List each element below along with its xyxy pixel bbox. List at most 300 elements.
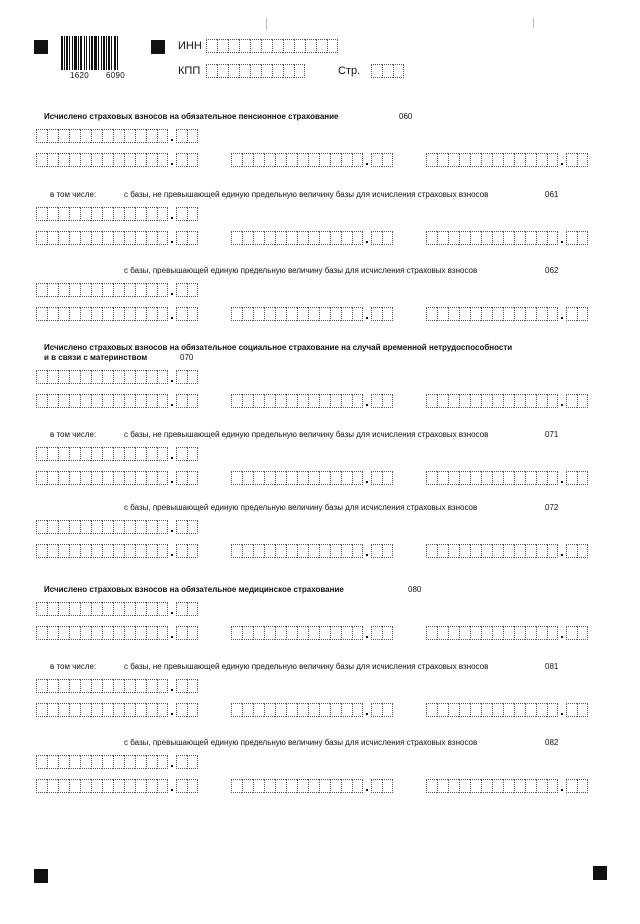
digit-cell[interactable] [566, 153, 577, 167]
digit-cell[interactable] [135, 153, 146, 167]
digit-cell[interactable] [102, 129, 113, 143]
digit-cell[interactable] [459, 626, 470, 640]
digit-cell[interactable] [187, 129, 198, 143]
digit-cell[interactable] [231, 307, 242, 321]
digit-cell[interactable] [393, 64, 404, 78]
digit-cell[interactable] [135, 471, 146, 485]
month-2-amount-field[interactable] [231, 231, 393, 245]
digit-cell[interactable] [264, 626, 275, 640]
digit-cell[interactable] [187, 207, 198, 221]
digit-cell[interactable] [91, 679, 102, 693]
digit-cell[interactable] [36, 394, 47, 408]
digit-cell[interactable] [286, 471, 297, 485]
digit-cell[interactable] [503, 544, 514, 558]
digit-cell[interactable] [448, 307, 459, 321]
digit-cell[interactable] [503, 307, 514, 321]
digit-cell[interactable] [157, 544, 168, 558]
digit-cell[interactable] [47, 520, 58, 534]
digit-cell[interactable] [275, 703, 286, 717]
total-amount-field[interactable] [36, 129, 198, 143]
digit-cell[interactable] [176, 307, 187, 321]
digit-cell[interactable] [536, 626, 547, 640]
digit-cell[interactable] [217, 64, 228, 78]
month-2-amount-field[interactable] [231, 394, 393, 408]
digit-cell[interactable] [58, 129, 69, 143]
digit-cell[interactable] [352, 626, 363, 640]
total-amount-field[interactable] [36, 755, 198, 769]
digit-cell[interactable] [308, 544, 319, 558]
digit-cell[interactable] [341, 626, 352, 640]
digit-cell[interactable] [371, 544, 382, 558]
digit-cell[interactable] [157, 207, 168, 221]
digit-cell[interactable] [146, 370, 157, 384]
digit-cell[interactable] [91, 544, 102, 558]
digit-cell[interactable] [547, 394, 558, 408]
digit-cell[interactable] [437, 394, 448, 408]
digit-cell[interactable] [113, 231, 124, 245]
digit-cell[interactable] [275, 626, 286, 640]
digit-cell[interactable] [566, 231, 577, 245]
digit-cell[interactable] [253, 231, 264, 245]
digit-cell[interactable] [113, 602, 124, 616]
digit-cell[interactable] [352, 307, 363, 321]
digit-cell[interactable] [187, 703, 198, 717]
digit-cell[interactable] [319, 779, 330, 793]
digit-cell[interactable] [297, 779, 308, 793]
digit-cell[interactable] [36, 370, 47, 384]
digit-cell[interactable] [239, 64, 250, 78]
digit-cell[interactable] [437, 153, 448, 167]
digit-cell[interactable] [47, 679, 58, 693]
digit-cell[interactable] [36, 153, 47, 167]
digit-cell[interactable] [239, 39, 250, 53]
digit-cell[interactable] [264, 779, 275, 793]
digit-cell[interactable] [113, 283, 124, 297]
total-amount-field[interactable] [36, 602, 198, 616]
digit-cell[interactable] [176, 231, 187, 245]
digit-cell[interactable] [426, 703, 437, 717]
digit-cell[interactable] [352, 231, 363, 245]
digit-cell[interactable] [319, 626, 330, 640]
digit-cell[interactable] [47, 283, 58, 297]
digit-cell[interactable] [525, 394, 536, 408]
digit-cell[interactable] [146, 231, 157, 245]
digit-cell[interactable] [470, 231, 481, 245]
month-2-amount-field[interactable] [231, 471, 393, 485]
digit-cell[interactable] [503, 231, 514, 245]
month-2-amount-field[interactable] [231, 307, 393, 321]
month-1-amount-field[interactable] [36, 544, 198, 558]
digit-cell[interactable] [80, 602, 91, 616]
digit-cell[interactable] [566, 394, 577, 408]
digit-cell[interactable] [157, 626, 168, 640]
digit-cell[interactable] [426, 307, 437, 321]
digit-cell[interactable] [319, 307, 330, 321]
digit-cell[interactable] [146, 207, 157, 221]
digit-cell[interactable] [470, 307, 481, 321]
digit-cell[interactable] [459, 153, 470, 167]
digit-cell[interactable] [47, 394, 58, 408]
digit-cell[interactable] [382, 626, 393, 640]
digit-cell[interactable] [272, 39, 283, 53]
digit-cell[interactable] [250, 64, 261, 78]
digit-cell[interactable] [525, 779, 536, 793]
digit-cell[interactable] [330, 394, 341, 408]
digit-cell[interactable] [566, 544, 577, 558]
digit-cell[interactable] [176, 283, 187, 297]
digit-cell[interactable] [330, 471, 341, 485]
digit-cell[interactable] [481, 231, 492, 245]
digit-cell[interactable] [308, 153, 319, 167]
digit-cell[interactable] [102, 394, 113, 408]
digit-cell[interactable] [448, 394, 459, 408]
digit-cell[interactable] [135, 679, 146, 693]
digit-cell[interactable] [536, 471, 547, 485]
digit-cell[interactable] [286, 231, 297, 245]
digit-cell[interactable] [437, 544, 448, 558]
digit-cell[interactable] [286, 544, 297, 558]
digit-cell[interactable] [492, 626, 503, 640]
digit-cell[interactable] [91, 307, 102, 321]
digit-cell[interactable] [102, 626, 113, 640]
digit-cell[interactable] [124, 307, 135, 321]
digit-cell[interactable] [492, 231, 503, 245]
digit-cell[interactable] [566, 626, 577, 640]
digit-cell[interactable] [547, 703, 558, 717]
digit-cell[interactable] [231, 231, 242, 245]
digit-cell[interactable] [341, 471, 352, 485]
digit-cell[interactable] [514, 307, 525, 321]
digit-cell[interactable] [437, 307, 448, 321]
digit-cell[interactable] [36, 207, 47, 221]
digit-cell[interactable] [566, 307, 577, 321]
digit-cell[interactable] [308, 626, 319, 640]
digit-cell[interactable] [481, 703, 492, 717]
digit-cell[interactable] [36, 544, 47, 558]
digit-cell[interactable] [275, 307, 286, 321]
digit-cell[interactable] [316, 39, 327, 53]
digit-cell[interactable] [187, 544, 198, 558]
month-2-amount-field[interactable] [231, 153, 393, 167]
digit-cell[interactable] [80, 207, 91, 221]
digit-cell[interactable] [47, 703, 58, 717]
digit-cell[interactable] [352, 544, 363, 558]
digit-cell[interactable] [371, 394, 382, 408]
digit-cell[interactable] [308, 703, 319, 717]
month-3-amount-field[interactable] [426, 544, 588, 558]
inn-field[interactable] [206, 39, 338, 53]
digit-cell[interactable] [146, 703, 157, 717]
digit-cell[interactable] [503, 703, 514, 717]
digit-cell[interactable] [146, 602, 157, 616]
digit-cell[interactable] [176, 602, 187, 616]
digit-cell[interactable] [206, 39, 217, 53]
digit-cell[interactable] [242, 703, 253, 717]
digit-cell[interactable] [231, 153, 242, 167]
digit-cell[interactable] [352, 703, 363, 717]
digit-cell[interactable] [102, 231, 113, 245]
digit-cell[interactable] [102, 679, 113, 693]
digit-cell[interactable] [58, 394, 69, 408]
digit-cell[interactable] [319, 394, 330, 408]
digit-cell[interactable] [525, 153, 536, 167]
digit-cell[interactable] [36, 447, 47, 461]
digit-cell[interactable] [231, 394, 242, 408]
digit-cell[interactable] [536, 779, 547, 793]
digit-cell[interactable] [577, 779, 588, 793]
digit-cell[interactable] [124, 602, 135, 616]
month-1-amount-field[interactable] [36, 779, 198, 793]
digit-cell[interactable] [80, 447, 91, 461]
digit-cell[interactable] [113, 129, 124, 143]
digit-cell[interactable] [481, 471, 492, 485]
digit-cell[interactable] [113, 679, 124, 693]
digit-cell[interactable] [352, 153, 363, 167]
digit-cell[interactable] [135, 703, 146, 717]
digit-cell[interactable] [382, 231, 393, 245]
digit-cell[interactable] [536, 307, 547, 321]
digit-cell[interactable] [448, 626, 459, 640]
digit-cell[interactable] [514, 703, 525, 717]
total-amount-field[interactable] [36, 447, 198, 461]
digit-cell[interactable] [319, 703, 330, 717]
digit-cell[interactable] [47, 471, 58, 485]
digit-cell[interactable] [124, 153, 135, 167]
digit-cell[interactable] [514, 626, 525, 640]
digit-cell[interactable] [91, 370, 102, 384]
digit-cell[interactable] [113, 447, 124, 461]
digit-cell[interactable] [157, 129, 168, 143]
digit-cell[interactable] [426, 626, 437, 640]
digit-cell[interactable] [470, 471, 481, 485]
digit-cell[interactable] [47, 447, 58, 461]
digit-cell[interactable] [371, 64, 382, 78]
digit-cell[interactable] [58, 231, 69, 245]
digit-cell[interactable] [124, 207, 135, 221]
digit-cell[interactable] [80, 129, 91, 143]
digit-cell[interactable] [577, 703, 588, 717]
digit-cell[interactable] [135, 370, 146, 384]
digit-cell[interactable] [69, 779, 80, 793]
digit-cell[interactable] [80, 544, 91, 558]
digit-cell[interactable] [514, 394, 525, 408]
digit-cell[interactable] [102, 703, 113, 717]
digit-cell[interactable] [157, 307, 168, 321]
digit-cell[interactable] [231, 471, 242, 485]
digit-cell[interactable] [242, 626, 253, 640]
digit-cell[interactable] [297, 703, 308, 717]
digit-cell[interactable] [514, 544, 525, 558]
digit-cell[interactable] [547, 779, 558, 793]
digit-cell[interactable] [187, 755, 198, 769]
digit-cell[interactable] [264, 153, 275, 167]
digit-cell[interactable] [135, 129, 146, 143]
digit-cell[interactable] [253, 307, 264, 321]
digit-cell[interactable] [146, 129, 157, 143]
digit-cell[interactable] [187, 520, 198, 534]
digit-cell[interactable] [69, 447, 80, 461]
digit-cell[interactable] [275, 394, 286, 408]
digit-cell[interactable] [187, 283, 198, 297]
digit-cell[interactable] [250, 39, 261, 53]
digit-cell[interactable] [113, 779, 124, 793]
digit-cell[interactable] [157, 520, 168, 534]
month-2-amount-field[interactable] [231, 544, 393, 558]
digit-cell[interactable] [80, 679, 91, 693]
digit-cell[interactable] [231, 544, 242, 558]
digit-cell[interactable] [146, 520, 157, 534]
digit-cell[interactable] [264, 544, 275, 558]
digit-cell[interactable] [124, 283, 135, 297]
digit-cell[interactable] [69, 679, 80, 693]
month-2-amount-field[interactable] [231, 626, 393, 640]
total-amount-field[interactable] [36, 283, 198, 297]
digit-cell[interactable] [470, 153, 481, 167]
digit-cell[interactable] [176, 626, 187, 640]
digit-cell[interactable] [47, 779, 58, 793]
digit-cell[interactable] [176, 394, 187, 408]
digit-cell[interactable] [341, 394, 352, 408]
digit-cell[interactable] [69, 755, 80, 769]
digit-cell[interactable] [503, 394, 514, 408]
digit-cell[interactable] [176, 755, 187, 769]
digit-cell[interactable] [231, 703, 242, 717]
digit-cell[interactable] [69, 602, 80, 616]
digit-cell[interactable] [330, 779, 341, 793]
digit-cell[interactable] [525, 307, 536, 321]
digit-cell[interactable] [536, 153, 547, 167]
digit-cell[interactable] [275, 231, 286, 245]
month-1-amount-field[interactable] [36, 307, 198, 321]
digit-cell[interactable] [187, 471, 198, 485]
digit-cell[interactable] [308, 394, 319, 408]
digit-cell[interactable] [382, 544, 393, 558]
digit-cell[interactable] [187, 370, 198, 384]
digit-cell[interactable] [371, 153, 382, 167]
digit-cell[interactable] [242, 307, 253, 321]
digit-cell[interactable] [371, 307, 382, 321]
digit-cell[interactable] [352, 394, 363, 408]
digit-cell[interactable] [297, 307, 308, 321]
digit-cell[interactable] [566, 779, 577, 793]
digit-cell[interactable] [36, 307, 47, 321]
digit-cell[interactable] [330, 544, 341, 558]
digit-cell[interactable] [286, 779, 297, 793]
digit-cell[interactable] [536, 703, 547, 717]
digit-cell[interactable] [286, 153, 297, 167]
total-amount-field[interactable] [36, 520, 198, 534]
digit-cell[interactable] [547, 153, 558, 167]
digit-cell[interactable] [448, 231, 459, 245]
digit-cell[interactable] [437, 703, 448, 717]
digit-cell[interactable] [36, 231, 47, 245]
digit-cell[interactable] [91, 207, 102, 221]
digit-cell[interactable] [371, 703, 382, 717]
digit-cell[interactable] [286, 394, 297, 408]
digit-cell[interactable] [426, 153, 437, 167]
digit-cell[interactable] [80, 755, 91, 769]
digit-cell[interactable] [341, 703, 352, 717]
digit-cell[interactable] [242, 779, 253, 793]
digit-cell[interactable] [157, 283, 168, 297]
month-3-amount-field[interactable] [426, 703, 588, 717]
digit-cell[interactable] [69, 370, 80, 384]
digit-cell[interactable] [47, 626, 58, 640]
digit-cell[interactable] [187, 779, 198, 793]
digit-cell[interactable] [231, 779, 242, 793]
digit-cell[interactable] [286, 626, 297, 640]
digit-cell[interactable] [58, 283, 69, 297]
digit-cell[interactable] [275, 779, 286, 793]
digit-cell[interactable] [448, 153, 459, 167]
month-1-amount-field[interactable] [36, 471, 198, 485]
digit-cell[interactable] [187, 231, 198, 245]
digit-cell[interactable] [102, 779, 113, 793]
digit-cell[interactable] [146, 307, 157, 321]
month-1-amount-field[interactable] [36, 703, 198, 717]
digit-cell[interactable] [113, 544, 124, 558]
digit-cell[interactable] [102, 471, 113, 485]
digit-cell[interactable] [459, 231, 470, 245]
digit-cell[interactable] [58, 471, 69, 485]
digit-cell[interactable] [187, 626, 198, 640]
digit-cell[interactable] [382, 394, 393, 408]
digit-cell[interactable] [341, 779, 352, 793]
digit-cell[interactable] [481, 153, 492, 167]
page-number-field[interactable] [371, 64, 404, 78]
digit-cell[interactable] [91, 602, 102, 616]
digit-cell[interactable] [135, 307, 146, 321]
digit-cell[interactable] [80, 370, 91, 384]
digit-cell[interactable] [47, 129, 58, 143]
digit-cell[interactable] [341, 153, 352, 167]
digit-cell[interactable] [547, 471, 558, 485]
digit-cell[interactable] [437, 471, 448, 485]
digit-cell[interactable] [231, 626, 242, 640]
digit-cell[interactable] [492, 471, 503, 485]
digit-cell[interactable] [308, 779, 319, 793]
digit-cell[interactable] [176, 679, 187, 693]
digit-cell[interactable] [80, 471, 91, 485]
digit-cell[interactable] [547, 626, 558, 640]
digit-cell[interactable] [69, 520, 80, 534]
digit-cell[interactable] [437, 626, 448, 640]
digit-cell[interactable] [113, 207, 124, 221]
digit-cell[interactable] [176, 471, 187, 485]
digit-cell[interactable] [176, 370, 187, 384]
digit-cell[interactable] [525, 703, 536, 717]
digit-cell[interactable] [253, 626, 264, 640]
digit-cell[interactable] [80, 283, 91, 297]
digit-cell[interactable] [146, 283, 157, 297]
digit-cell[interactable] [242, 471, 253, 485]
digit-cell[interactable] [503, 626, 514, 640]
month-1-amount-field[interactable] [36, 394, 198, 408]
digit-cell[interactable] [69, 471, 80, 485]
digit-cell[interactable] [102, 755, 113, 769]
digit-cell[interactable] [371, 626, 382, 640]
digit-cell[interactable] [577, 471, 588, 485]
digit-cell[interactable] [69, 703, 80, 717]
digit-cell[interactable] [503, 153, 514, 167]
digit-cell[interactable] [135, 602, 146, 616]
digit-cell[interactable] [470, 703, 481, 717]
digit-cell[interactable] [187, 602, 198, 616]
digit-cell[interactable] [176, 207, 187, 221]
digit-cell[interactable] [382, 307, 393, 321]
digit-cell[interactable] [58, 679, 69, 693]
digit-cell[interactable] [286, 307, 297, 321]
